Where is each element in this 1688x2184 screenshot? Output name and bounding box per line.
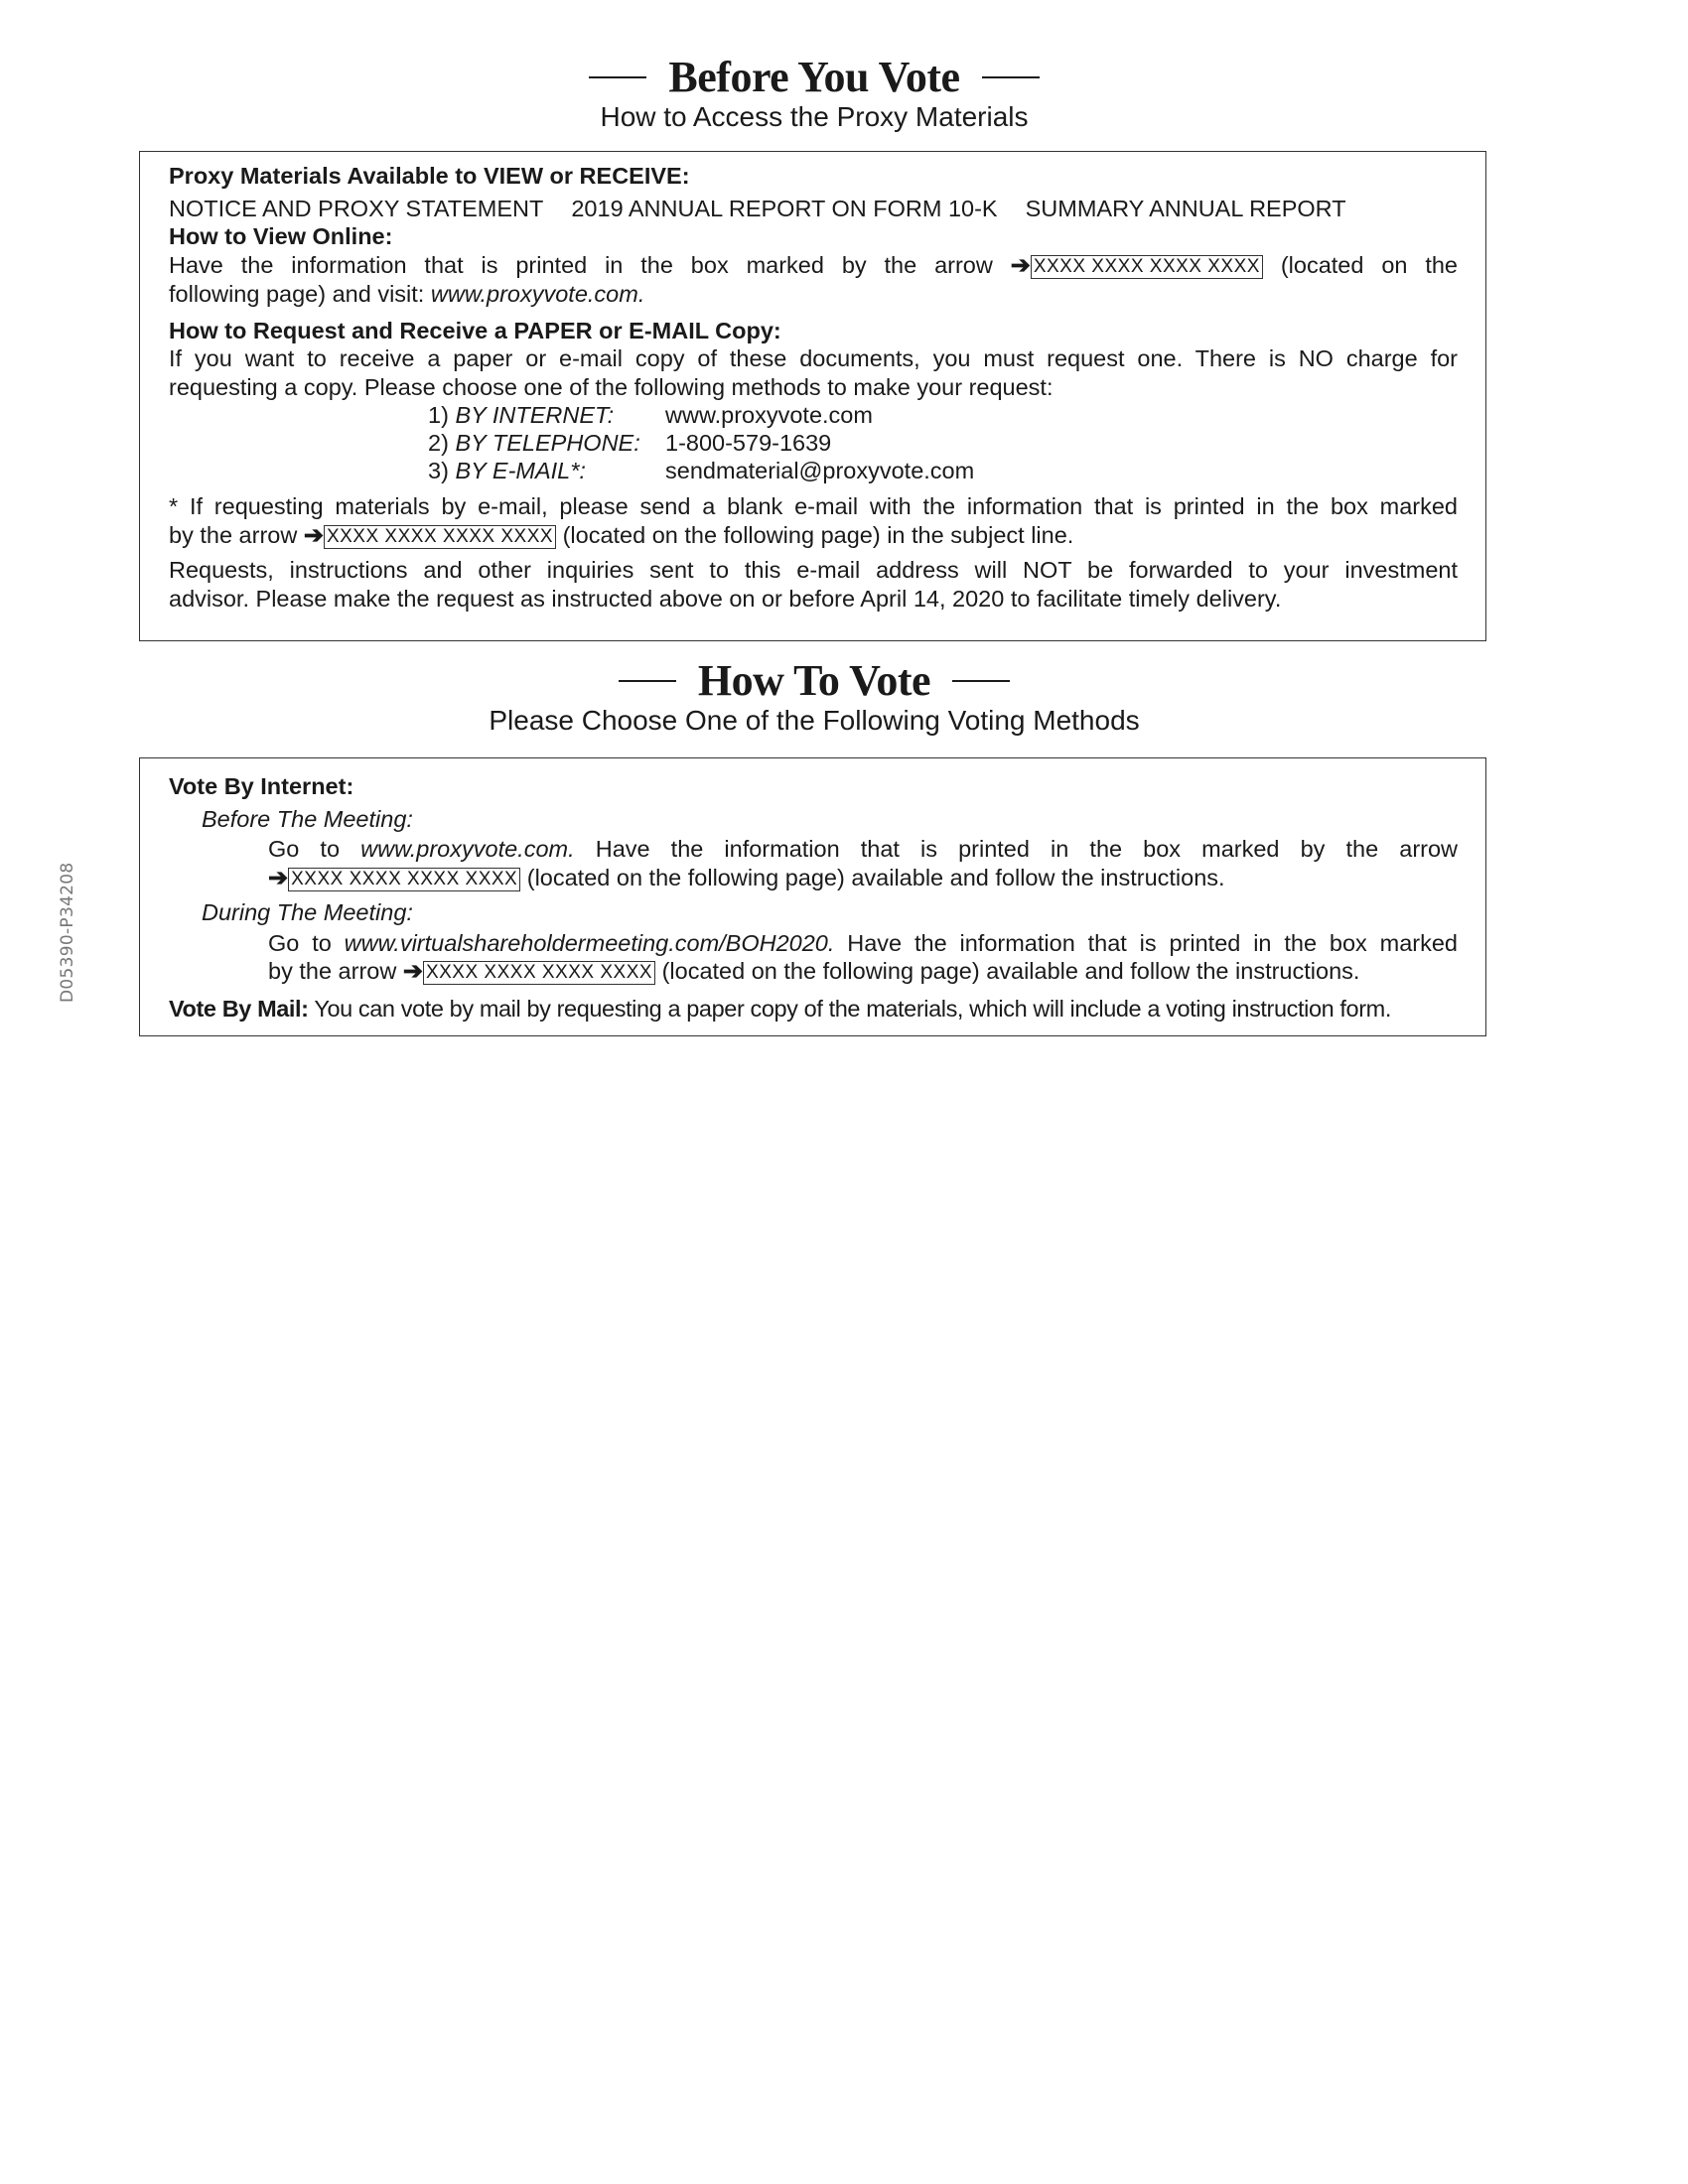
before-meeting-line1 xyxy=(268,835,1458,864)
section-title: Before You Vote xyxy=(668,53,960,101)
request-line1: If you want to receive a paper or e-mail copy of these documents, you must request one. There is NO charge for xyxy=(169,345,1458,371)
control-number-box: XXXX XXXX XXXX XXXX xyxy=(1031,255,1263,279)
text: (located on the following page) available and follow the instructions. xyxy=(661,958,1360,984)
footnote-line2 xyxy=(169,521,1458,551)
text: Have the information that is printed in the box marked by the arrow xyxy=(595,836,1459,862)
method-email xyxy=(428,457,1458,484)
title-rule-left xyxy=(619,680,676,682)
method-num: 1) xyxy=(428,402,449,428)
view-online-line1 xyxy=(169,251,1458,281)
method-value-email[interactable]: sendmaterial@proxyvote.com xyxy=(665,458,975,483)
footnote-line1: * If requesting materials by e-mail, please send a blank e-mail with the information that is printed in the box marked xyxy=(169,493,1458,519)
arrow-icon: ➔ xyxy=(303,521,324,549)
vote-mail-text: You can vote by mail by requesting a paper copy of the materials, which will include a voting instruction form. xyxy=(314,995,1391,1022)
how-to-vote-header xyxy=(0,657,1628,737)
request-methods xyxy=(428,401,1458,484)
text: following page) and visit: xyxy=(169,281,425,307)
request-line2: requesting a copy. Please choose one of the following methods to make your request: xyxy=(169,373,1054,400)
during-meeting-line1 xyxy=(268,929,1458,958)
text: Have the information that is printed in the box marked xyxy=(847,929,1458,956)
control-number-box: XXXX XXXX XXXX XXXX xyxy=(324,525,556,549)
text: (located on the following page) in the subject line. xyxy=(562,521,1074,548)
method-label: BY E-MAIL*: xyxy=(455,458,586,483)
materials-heading: Proxy Materials Available to VIEW or RECEIVE: xyxy=(169,163,690,189)
view-online-line2 xyxy=(169,280,1458,309)
method-telephone xyxy=(428,429,1458,457)
material-item: NOTICE AND PROXY STATEMENT xyxy=(169,195,544,221)
title-rule-right xyxy=(982,76,1040,78)
document-code: D05390-P34208 xyxy=(58,862,77,1003)
voting-methods-box xyxy=(139,757,1486,1036)
method-value-link[interactable]: www.proxyvote.com xyxy=(665,402,873,428)
title-rule-left xyxy=(589,76,646,78)
before-you-vote-header xyxy=(0,54,1628,133)
proxyvote-link[interactable]: www.proxyvote.com. xyxy=(430,281,645,307)
text: by the arrow xyxy=(268,958,397,984)
text: Have the information that is printed in the box marked by the arrow xyxy=(169,251,993,278)
control-number-box: XXXX XXXX XXXX XXXX xyxy=(288,868,520,891)
during-meeting-label: During The Meeting: xyxy=(202,899,413,925)
method-num: 3) xyxy=(428,458,449,483)
notice-line1: Requests, instructions and other inquiries sent to this e-mail address will NOT be forwarded to your investment xyxy=(169,557,1458,583)
text: (located on the xyxy=(1280,251,1459,278)
method-label: BY TELEPHONE: xyxy=(455,430,640,456)
vote-by-mail xyxy=(169,995,1458,1024)
text: Go to xyxy=(268,929,332,956)
method-num: 2) xyxy=(428,430,449,456)
view-online-heading: How to View Online: xyxy=(169,223,393,249)
virtual-meeting-link[interactable]: www.virtualshareholdermeeting.com/BOH2020. xyxy=(344,929,835,956)
before-meeting-label: Before The Meeting: xyxy=(202,805,413,832)
during-meeting-line2 xyxy=(268,957,1458,987)
text: Go to xyxy=(268,836,341,862)
section-subtitle: Please Choose One of the Following Voting Methods xyxy=(489,705,1140,736)
material-item: SUMMARY ANNUAL REPORT xyxy=(1025,195,1346,221)
materials-list xyxy=(169,195,1458,223)
text: (located on the following page) available and follow the instructions. xyxy=(526,864,1225,890)
section-subtitle: How to Access the Proxy Materials xyxy=(600,101,1029,132)
arrow-icon: ➔ xyxy=(268,864,289,891)
vote-mail-label: Vote By Mail: xyxy=(169,995,309,1022)
notice-line2: advisor. Please make the request as instructed above on or before April 14, 2020 to facilitate timely delivery. xyxy=(169,585,1282,612)
title-rule-right xyxy=(952,680,1010,682)
proxyvote-link[interactable]: www.proxyvote.com. xyxy=(360,836,575,862)
vote-internet-heading: Vote By Internet: xyxy=(169,773,354,799)
method-value-phone[interactable]: 1-800-579-1639 xyxy=(665,430,832,456)
arrow-icon: ➔ xyxy=(1010,251,1031,279)
method-label: BY INTERNET: xyxy=(455,402,615,428)
control-number-box: XXXX XXXX XXXX XXXX xyxy=(423,961,655,985)
request-heading: How to Request and Receive a PAPER or E-MAIL Copy: xyxy=(169,317,781,343)
before-meeting-line2 xyxy=(268,864,1458,893)
method-internet xyxy=(428,401,1458,429)
proxy-materials-box xyxy=(139,151,1486,641)
section-title: How To Vote xyxy=(697,656,931,705)
text: by the arrow xyxy=(169,521,298,548)
material-item: 2019 ANNUAL REPORT ON FORM 10-K xyxy=(571,195,998,221)
arrow-icon: ➔ xyxy=(402,958,423,985)
